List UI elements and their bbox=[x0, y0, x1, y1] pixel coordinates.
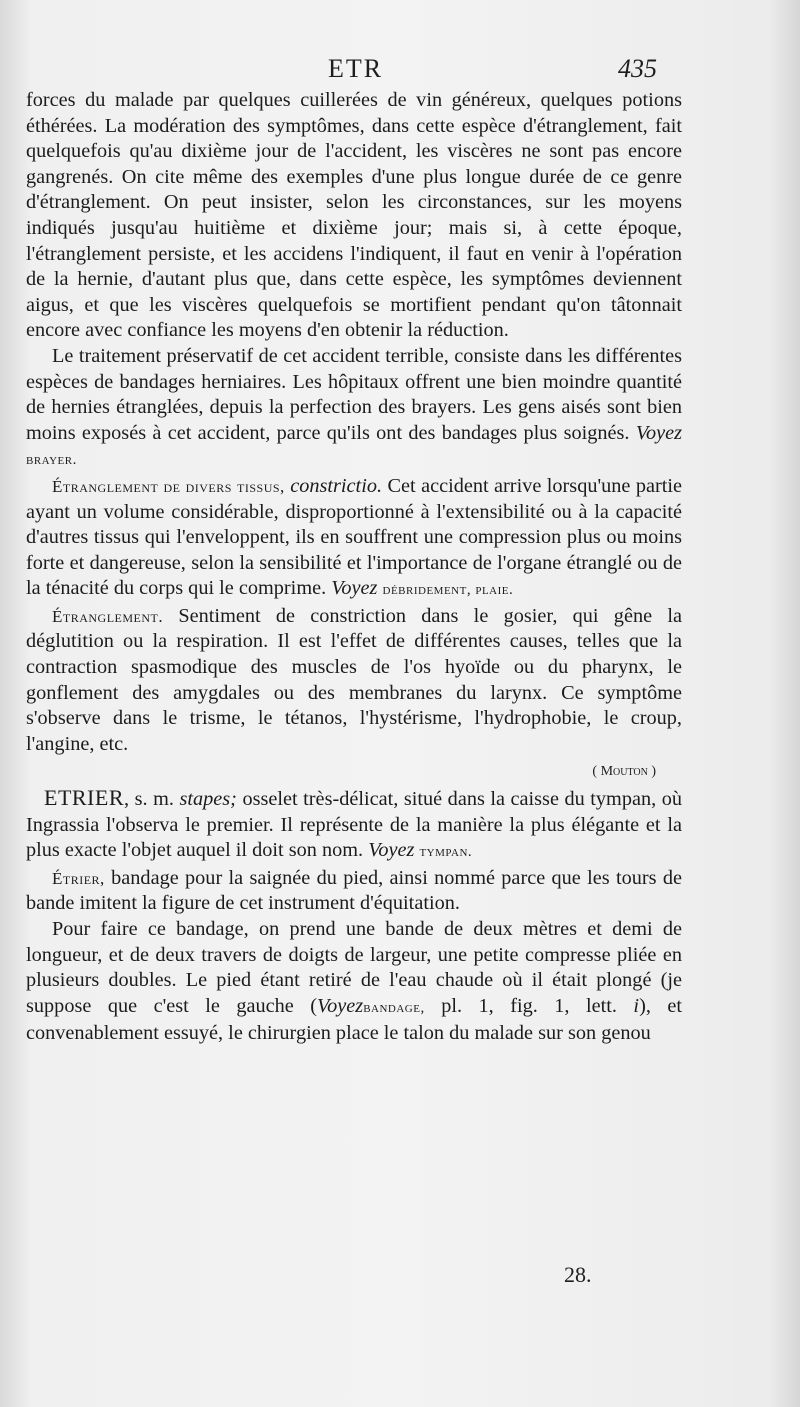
page-header bbox=[0, 54, 800, 88]
voyez-reference: Voyez bbox=[368, 839, 415, 862]
entry-etrier-bone: ETRIER, s. m. stapes; osselet très-délicat, situé dans la caisse du tympan, où Ingrassia l'observa le premier. Il représente de la manière la plus élégante et la plus exacte l'objet auquel il doit son nom. Voyez tympan. bbox=[26, 785, 682, 862]
cross-reference: bandage, bbox=[363, 999, 425, 1016]
entry-etrier-bandage: Étrier, bandage pour la saignée du pied, ainsi nommé parce que les tours de bande imitent la figure de cet instrument d'équitation. bbox=[26, 866, 682, 915]
entry-etranglement-gosier: Étranglement. Sentiment de constriction dans le gosier, qui gêne la déglutition ou la respiration. Il est l'effet de différentes causes, telles que la contraction spasmodique des muscles de l'os hyoïde ou du pharynx, le gonflement des amygdales ou des membranes du larynx. Ce symptôme s'observe dans le trisme, le tétanos, l'hystérisme, l'hydrophobie, le croup, l'angine, etc. bbox=[26, 604, 682, 755]
author-signature: ( Mouton ) bbox=[592, 764, 656, 780]
paragraph-preventive-treatment: Le traitement préservatif de cet accident terrible, consiste dans les différentes espèces de bandages herniaires. Les hôpitaux offrent une bien moindre quantité de hernies étranglées, depuis la perfection des brayers. Les gens aisés sont bien moins exposés à cet accident, parce qu'ils ont des bandages plus soignés. Voyez brayer. bbox=[26, 344, 683, 469]
cross-reference: débridement, plaie. bbox=[382, 582, 514, 599]
figure-letter: i bbox=[633, 994, 640, 1017]
paragraph-bandage-method: Pour faire ce bandage, on prend une bande de deux mètres et demi de longueur, et de deux travers de doigts de largeur, une petite compresse pliée en plusieurs doubles. Le pied étant retiré de l'eau chaude où il était plongé (je suppose que c'est le gauche (Voyezbandage, pl. 1, fig. 1, lett. i), et convenablement essuyé, le chirurgien place le talon du malade sur son genou bbox=[26, 918, 682, 1045]
page-text bbox=[26, 88, 682, 1047]
paragraph-continuation: forces du malade par quelques cuillerées de vin généreux, quelques potions éthérées. La modération des symptômes, dans cette espèce d'étranglement, fait quelquefois qu'au dixième jour de l'accident, les viscères ne sont pas encore gangrenés. On cite même des exemples d'une plus longue durée de ce genre d'étranglement. On peut insister, selon les circonstances, sur les moyens indiqués jusqu'au huitième et dixième jour; mais si, à cette époque, l'étranglement persiste, et les accidens l'indiquent, il faut en venir à l'opération de la hernie, d'autant plus que, dans cette espèce, les symptômes deviennent aigus, et que les viscères quelquefois se mortifient pendant qu'on tâtonnait encore avec confiance les moyens d'en obtenir la réduction. bbox=[26, 89, 682, 342]
entry-term: Étranglement de divers tissus, bbox=[52, 476, 285, 496]
voyez-reference: Voyez bbox=[317, 994, 364, 1017]
signature-mark: 28. bbox=[564, 1262, 592, 1287]
page-number: 435 bbox=[618, 54, 657, 83]
entry-etranglement-tissus: Étranglement de divers tissus, constrictio. Cet accident arrive lorsqu'une partie ayant un volume considérable, disproportionné à l'extensibilité ou à la capacité d'autres tissus qui l'enveloppent, ils en souffrent une compression plus ou moins forte et dangereuse, selon la sensibilité et l'importance de l'organe étranglé ou de la ténacité du corps qui le comprime. Voyez débridement, plaie. bbox=[26, 474, 682, 600]
voyez-reference: Voyez bbox=[635, 421, 683, 444]
entry-term: Étrier, bbox=[52, 868, 105, 888]
cross-reference: brayer. bbox=[26, 452, 77, 469]
voyez-reference: Voyez bbox=[331, 577, 378, 600]
cross-reference: tympan. bbox=[419, 844, 473, 861]
entry-term: Étranglement. bbox=[52, 606, 164, 626]
entry-headword: ETRIER bbox=[44, 785, 124, 811]
latin-term: stapes; bbox=[179, 788, 237, 811]
running-head: ETR bbox=[328, 54, 384, 83]
latin-term: constrictio. bbox=[290, 474, 383, 497]
